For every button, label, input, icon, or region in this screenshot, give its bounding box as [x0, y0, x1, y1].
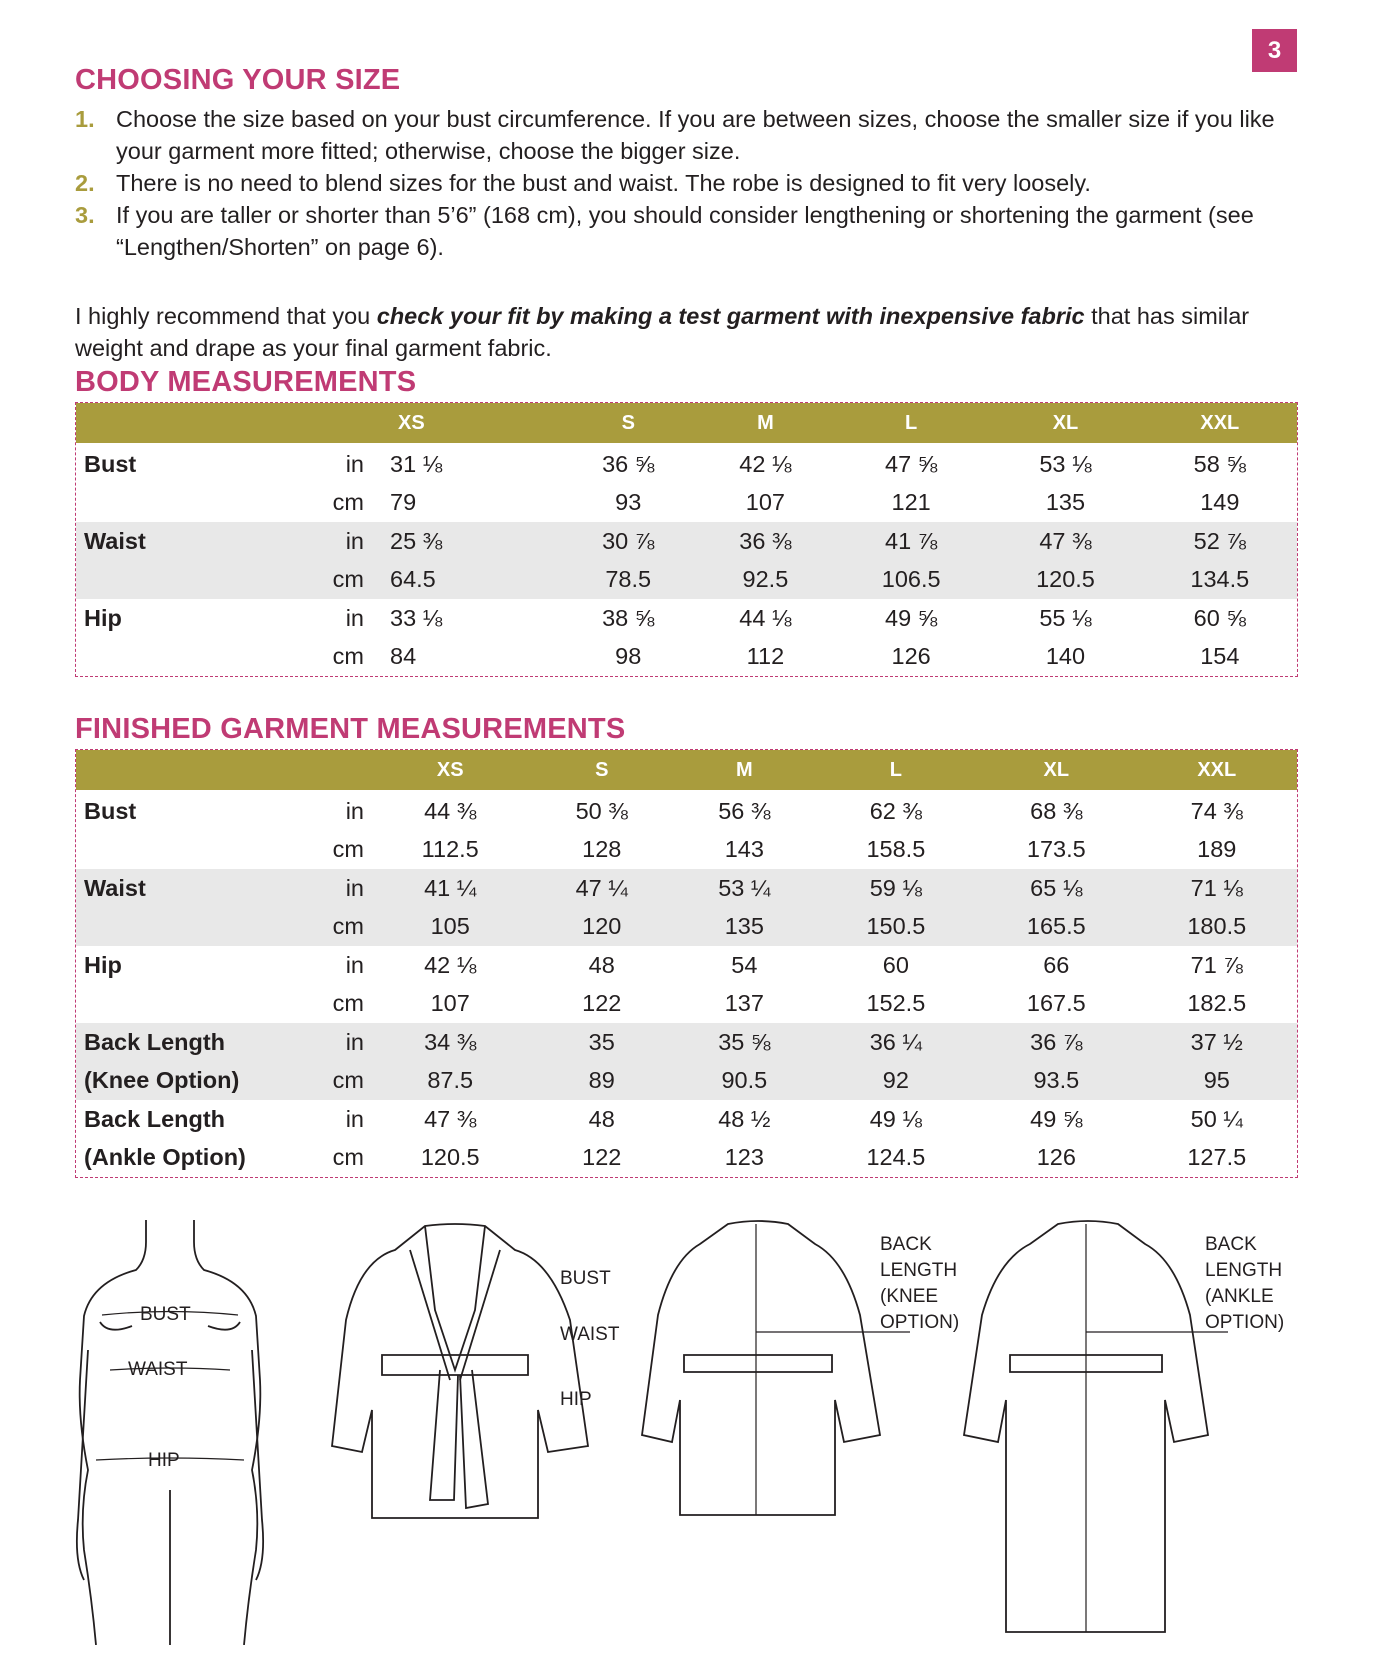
measurement-value: 182.5 — [1187, 990, 1247, 1017]
measurement-value: 64.5 — [370, 561, 560, 600]
measurement-label: Waist — [76, 869, 284, 908]
measurement-value: 152.5 — [866, 990, 926, 1017]
robe-tie-right — [460, 1370, 488, 1508]
step-1 — [75, 103, 1275, 167]
step-text: If you are taller or shorter than 5’6” (168 cm), you should consider lengthening or shortening the garment (see “Lengthen/Shorten” on page 6). — [116, 202, 1254, 260]
measurement-unit: cm — [332, 643, 364, 670]
note-text-end: that has similar weight and drape as your final garment fabric. — [75, 303, 1250, 361]
step-text: There is no need to blend sizes for the bust and waist. The robe is designed to fit very loosely. — [116, 170, 1091, 196]
measurement-value: 93.5 — [976, 1062, 1136, 1101]
size-header: XS — [370, 750, 530, 792]
size-header: XXL — [1137, 750, 1297, 792]
measurement-label: Waist — [76, 522, 284, 561]
measurement-row — [76, 484, 1297, 523]
measurement-value: 89 — [530, 1062, 673, 1101]
measurement-value: 47 ⅝ — [885, 450, 938, 477]
measurement-row — [76, 1139, 1297, 1178]
measurement-value: 165.5 — [976, 908, 1136, 947]
right-bust — [208, 1322, 240, 1330]
measurement-value: 59 ⅛ — [816, 869, 976, 908]
measurement-value: 149 — [1200, 489, 1240, 516]
robe-back-ankle-diagram — [960, 1220, 1290, 1650]
measurement-value: 140 — [1045, 643, 1086, 670]
measurement-value: 35 ⅝ — [673, 1023, 816, 1062]
measurement-value: 35 — [530, 1023, 673, 1062]
measurement-label: (Ankle Option) — [84, 1144, 246, 1171]
measurement-value: 53 ¼ — [673, 869, 816, 908]
measurement-label — [76, 484, 284, 523]
header-blank — [76, 750, 284, 792]
measurement-value: 122 — [582, 1144, 622, 1171]
test-garment-note — [75, 300, 1275, 364]
header-blank — [76, 403, 284, 445]
measurement-unit: in — [345, 797, 364, 824]
measurement-value: 56 ⅜ — [718, 797, 771, 824]
robe-tie-left — [430, 1370, 458, 1500]
measurement-value: 49 ⅛ — [869, 1105, 923, 1132]
measurement-label: Hip — [84, 604, 122, 631]
measurement-value: 38 ⅝ — [602, 604, 655, 631]
measurement-row — [76, 599, 1297, 638]
size-header: M — [673, 750, 816, 792]
step-number: 2. — [75, 170, 95, 196]
measurement-value: 37 ½ — [1137, 1023, 1297, 1062]
measurement-value: 93 — [615, 489, 642, 516]
measurement-value: 98 — [615, 643, 642, 670]
robe-collar — [425, 1226, 485, 1370]
measurement-row — [76, 908, 1297, 947]
body-measurements-table — [75, 402, 1298, 677]
knee-label-line3: (KNEE — [880, 1286, 939, 1307]
measurement-value: 58 ⅝ — [1193, 450, 1246, 477]
ankle-label-line3: (ANKLE — [1205, 1286, 1274, 1307]
body-waist-label: WAIST — [128, 1359, 188, 1380]
ankle-label-line2: LENGTH — [1205, 1260, 1283, 1281]
header-blank — [284, 750, 370, 792]
step-text: Choose the size based on your bust circumference. If you are between sizes, choose the smaller size if you like your garment more fitted; otherwise, choose the bigger size. — [116, 106, 1275, 164]
measurement-value: 48 ½ — [718, 1105, 771, 1132]
measurement-value: 84 — [390, 643, 417, 670]
measurement-value: 71 ⅛ — [1137, 869, 1297, 908]
measurement-value: 34 ⅜ — [370, 1023, 530, 1062]
measurement-value: 135 — [1045, 489, 1086, 516]
body-outline-left — [80, 1220, 146, 1645]
measurement-unit: cm — [332, 1144, 364, 1171]
measurement-value: 41 ¼ — [370, 869, 530, 908]
front-hip-label: HIP — [560, 1389, 592, 1410]
measurement-label: Back Length — [76, 1023, 284, 1062]
measurement-label — [76, 831, 284, 870]
body-hip-label: HIP — [148, 1450, 180, 1471]
robe-back-belt — [684, 1355, 832, 1372]
knee-label-line1: BACK — [880, 1234, 932, 1255]
size-header-row — [76, 403, 1297, 445]
measurement-value: 68 ⅜ — [1030, 797, 1083, 824]
measurement-value: 124.5 — [866, 1144, 926, 1171]
measurement-value: 126 — [1036, 1144, 1076, 1171]
measurement-label: Bust — [84, 797, 137, 824]
measurement-row — [76, 985, 1297, 1024]
measurement-value: 87.5 — [370, 1062, 530, 1101]
measurement-value: 48 — [588, 1105, 615, 1132]
size-header: S — [530, 750, 673, 792]
size-header: XS — [370, 403, 560, 445]
page-number: 3 — [1252, 29, 1297, 72]
measurement-value: 92 — [816, 1062, 976, 1101]
measurement-unit: in — [345, 951, 364, 978]
left-bust — [100, 1322, 132, 1330]
measurement-row — [76, 1023, 1297, 1062]
measurement-value: 120 — [530, 908, 673, 947]
size-header: M — [697, 403, 834, 445]
size-header: XXL — [1143, 403, 1297, 445]
measurement-row — [76, 1100, 1297, 1139]
measurement-value: 42 ⅛ — [424, 951, 477, 978]
size-steps-list — [75, 103, 1275, 263]
body-figure-diagram — [70, 1220, 270, 1645]
measurement-row — [76, 522, 1297, 561]
body-measurements-title: BODY MEASUREMENTS — [75, 366, 417, 398]
measurement-row — [76, 561, 1297, 600]
measurement-label — [76, 561, 284, 600]
body-outline-right — [194, 1220, 260, 1645]
measurement-value: 122 — [582, 990, 622, 1017]
size-header: L — [816, 750, 976, 792]
measurement-value: 60 ⅝ — [1193, 604, 1246, 631]
measurement-value: 47 ¼ — [530, 869, 673, 908]
measurement-value: 107 — [430, 990, 470, 1017]
measurement-value: 173.5 — [1026, 836, 1086, 863]
step-2 — [75, 167, 1275, 199]
measurement-value: 143 — [724, 836, 764, 863]
measurement-value: 90.5 — [673, 1062, 816, 1101]
robe-outline — [332, 1224, 588, 1518]
measurement-value: 47 ⅜ — [424, 1105, 477, 1132]
measurement-label: Bust — [84, 450, 137, 477]
measurement-value: 42 ⅛ — [739, 450, 792, 477]
note-text-start: I highly recommend that you — [75, 303, 377, 329]
measurement-value: 95 — [1137, 1062, 1297, 1101]
measurement-value: 30 ⅞ — [560, 522, 697, 561]
measurement-value: 180.5 — [1137, 908, 1297, 947]
measurement-value: 121 — [891, 489, 931, 516]
measurement-unit: cm — [332, 990, 364, 1017]
measurement-value: 112.5 — [421, 836, 479, 863]
measurement-value: 50 ¼ — [1190, 1105, 1243, 1132]
body-bust-label: BUST — [140, 1304, 191, 1325]
measurement-value: 33 ⅛ — [390, 604, 443, 631]
ankle-label-line1: BACK — [1205, 1234, 1257, 1255]
measurement-unit: cm — [284, 561, 370, 600]
step-number: 3. — [75, 202, 95, 228]
measurement-unit: in — [345, 450, 364, 477]
step-3 — [75, 199, 1275, 263]
measurement-value: 154 — [1200, 643, 1240, 670]
size-header: XL — [988, 403, 1142, 445]
measurement-value: 25 ⅜ — [370, 522, 560, 561]
measurement-value: 112 — [746, 643, 785, 670]
finished-measurements-table — [75, 749, 1298, 1178]
measurement-value: 41 ⅞ — [834, 522, 988, 561]
robe-back-outline — [642, 1221, 880, 1515]
measurement-value: 47 ⅜ — [988, 522, 1142, 561]
measurement-row — [76, 831, 1297, 870]
measurement-unit: in — [284, 869, 370, 908]
measurement-value: 48 — [588, 951, 615, 978]
size-header: S — [560, 403, 697, 445]
measurement-unit: in — [345, 604, 364, 631]
measurement-label — [76, 985, 284, 1024]
measurement-label — [76, 638, 284, 677]
measurement-value: 123 — [724, 1144, 764, 1171]
measurement-value: 120.5 — [420, 1144, 480, 1171]
measurement-row — [76, 638, 1297, 677]
measurement-value: 106.5 — [834, 561, 988, 600]
measurement-value: 31 ⅛ — [390, 450, 443, 477]
measurement-value: 150.5 — [816, 908, 976, 947]
measurement-unit: in — [284, 1023, 370, 1062]
measurement-value: 60 — [882, 951, 909, 978]
knee-label-line4: OPTION) — [880, 1312, 960, 1333]
measurement-unit: cm — [284, 1062, 370, 1101]
measurement-unit: cm — [332, 836, 364, 863]
measurement-value: 65 ⅛ — [976, 869, 1136, 908]
measurement-value: 52 ⅞ — [1143, 522, 1297, 561]
measurement-row — [76, 1062, 1297, 1101]
measurement-value: 126 — [891, 643, 931, 670]
measurement-value: 107 — [745, 489, 786, 516]
measurement-unit: in — [345, 1105, 364, 1132]
measurement-row — [76, 792, 1297, 831]
measurement-value: 79 — [390, 489, 417, 516]
measurement-value: 127.5 — [1187, 1144, 1247, 1171]
measurement-unit: in — [284, 522, 370, 561]
measurement-value: 36 ¼ — [816, 1023, 976, 1062]
size-header: L — [834, 403, 988, 445]
measurement-value: 44 ⅛ — [739, 604, 792, 631]
measurement-value: 55 ⅛ — [1039, 604, 1092, 631]
measurement-value: 128 — [582, 836, 622, 863]
robe-front-diagram — [330, 1220, 630, 1520]
measurement-value: 36 ⅞ — [976, 1023, 1136, 1062]
measurement-label — [76, 908, 284, 947]
measurement-value: 167.5 — [1026, 990, 1086, 1017]
measurement-row — [76, 869, 1297, 908]
measurement-unit: cm — [332, 489, 364, 516]
measurement-value: 189 — [1197, 836, 1237, 863]
measurement-value: 158.5 — [866, 836, 926, 863]
measurement-value: 54 — [731, 951, 758, 978]
note-emphasis: check your fit by making a test garment with inexpensive fabric — [376, 303, 1085, 329]
front-bust-label: BUST — [560, 1268, 611, 1289]
measurement-label: Back Length — [84, 1105, 226, 1132]
measurement-value: 36 ⅝ — [602, 450, 655, 477]
measurement-value: 105 — [370, 908, 530, 947]
robe-back-knee-diagram — [640, 1220, 960, 1520]
measurement-value: 50 ⅜ — [575, 797, 628, 824]
measurement-value: 53 ⅛ — [1039, 450, 1092, 477]
measurement-row — [76, 946, 1297, 985]
finished-measurements-title: FINISHED GARMENT MEASUREMENTS — [75, 713, 626, 745]
step-number: 1. — [75, 106, 95, 132]
ankle-label-line4: OPTION) — [1205, 1312, 1285, 1333]
measurement-value: 92.5 — [697, 561, 834, 600]
measurement-value: 66 — [1043, 951, 1070, 978]
measurement-label: (Knee Option) — [76, 1062, 284, 1101]
measurement-value: 36 ⅜ — [697, 522, 834, 561]
choosing-size-title: CHOOSING YOUR SIZE — [75, 64, 401, 96]
measurement-value: 71 ⅞ — [1190, 951, 1243, 978]
measurement-value: 62 ⅜ — [869, 797, 923, 824]
measurement-row — [76, 445, 1297, 484]
measurement-value: 78.5 — [560, 561, 697, 600]
measurement-label: Hip — [84, 951, 122, 978]
size-header-row — [76, 750, 1297, 792]
knee-label-line2: LENGTH — [880, 1260, 958, 1281]
front-waist-label: WAIST — [560, 1324, 620, 1345]
header-blank — [284, 403, 370, 445]
measurement-value: 74 ⅜ — [1190, 797, 1243, 824]
measurement-value: 120.5 — [988, 561, 1142, 600]
size-header: XL — [976, 750, 1136, 792]
measurement-value: 135 — [673, 908, 816, 947]
measurement-value: 134.5 — [1143, 561, 1297, 600]
measurement-value: 49 ⅝ — [885, 604, 938, 631]
measurement-unit: cm — [284, 908, 370, 947]
measurement-value: 44 ⅜ — [424, 797, 477, 824]
measurement-value: 49 ⅝ — [1030, 1105, 1083, 1132]
measurement-value: 137 — [724, 990, 764, 1017]
